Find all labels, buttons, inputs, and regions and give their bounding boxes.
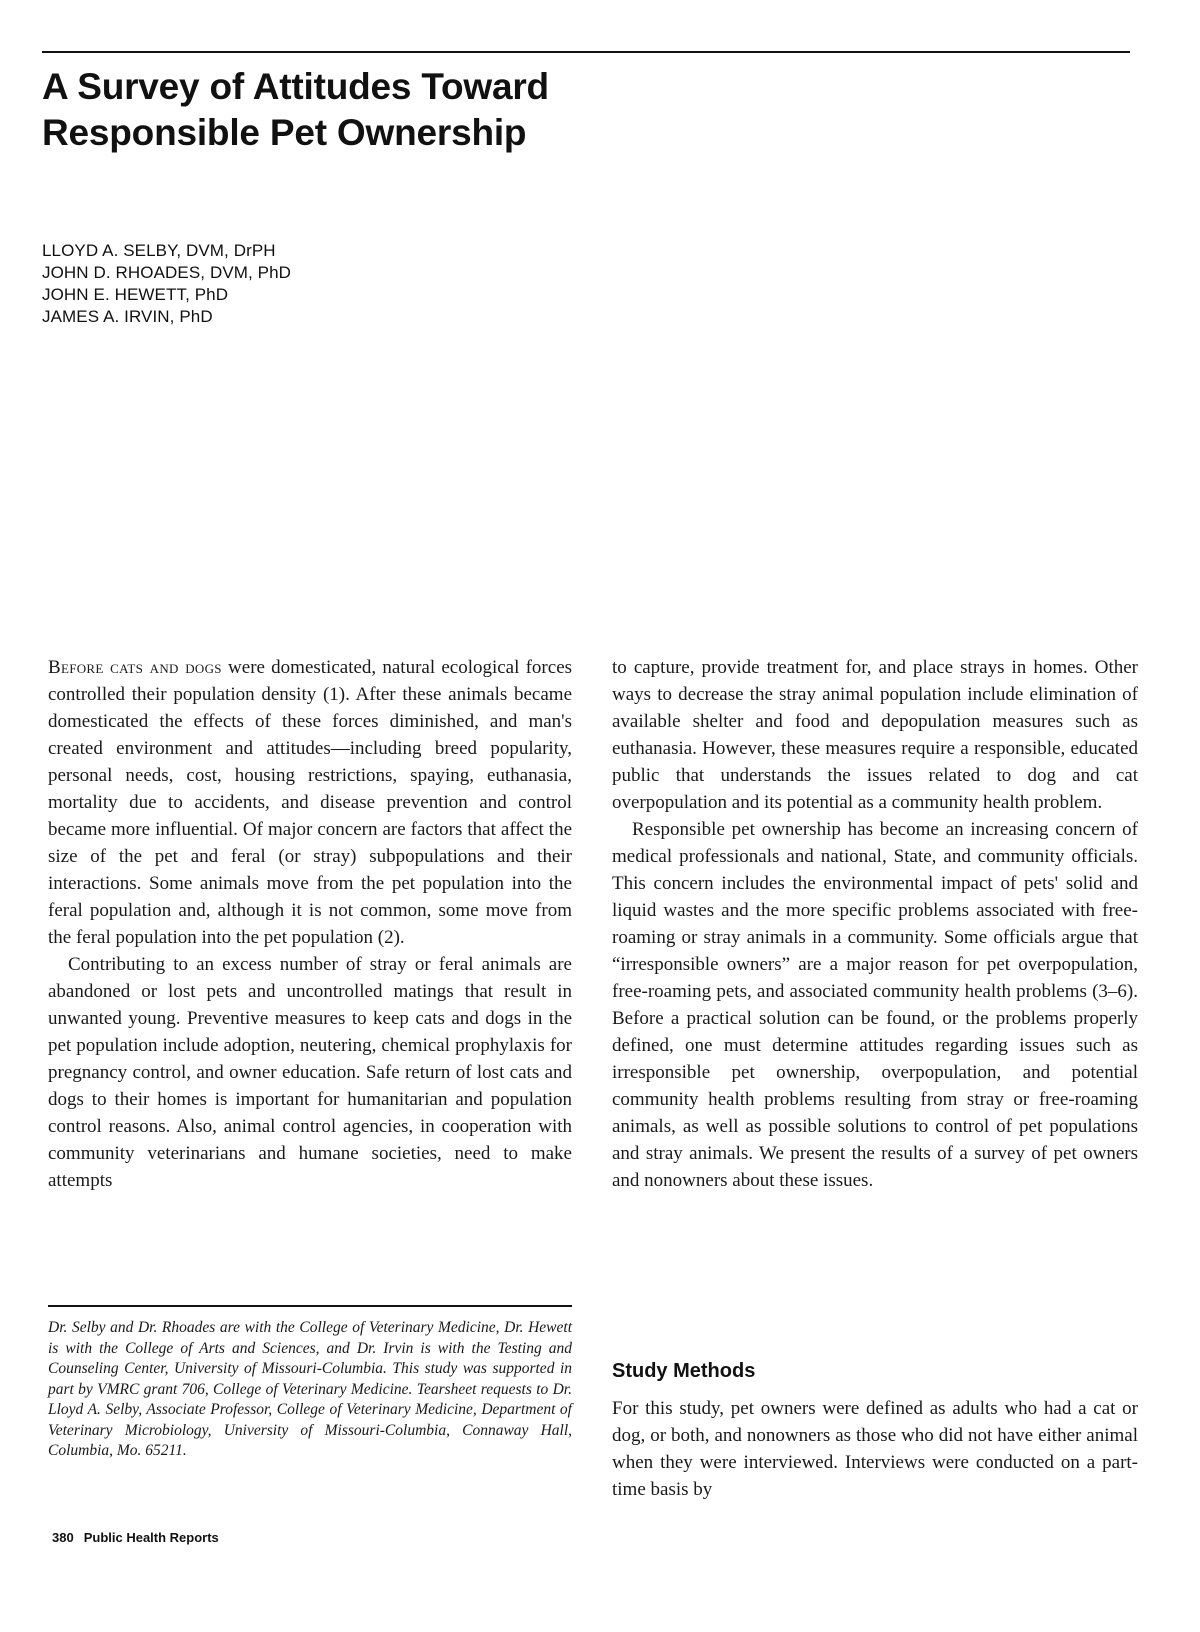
- paragraph-text: were domesticated, natural ecological forces controlled their population density (1). After these animals became domesticated the effects of these forces diminished, and man's created environment and attitudes—including breed popularity, personal needs, cost, housing restrictions, spaying, euthanasia, mortality due to accidents, and disease prevention and control became more influential. Of major concern are factors that affect the size of the pet and feral (or stray) subpopulations and their interactions. Some animals move from the pet population into the feral population and, although it is not common, some move from the feral population into the pet population (2).: [48, 657, 573, 948]
- section-heading-study-methods: Study Methods: [612, 1360, 756, 1382]
- author-affiliation-footnote: Dr. Selby and Dr. Rhoades are with the College of Veterinary Medicine, Dr. Hewett is with the College of Arts and Sciences, and Dr. Irvin is with the Testing and Counseling Center, University of Missouri-Columbia. This study was supported in part by VMRC grant 706, College of Veterinary Medicine. Tearsheet requests to Dr. Lloyd A. Selby, Associate Professor, College of Veterinary Medicine, Department of Veterinary Microbiology, University of Missouri-Columbia, Connaway Hall, Columbia, Mo. 65211.: [48, 1319, 572, 1459]
- body-paragraph: [48, 654, 572, 951]
- right-column-continued: [612, 1395, 1138, 1503]
- author-name: JOHN D. RHOADES, DVM, PhD: [42, 263, 292, 282]
- body-paragraph: Contributing to an excess number of stray or feral animals are abandoned or lost pets and uncontrolled matings that result in unwanted young. Preventive measures to keep cats and dogs in the pet population include adoption, neutering, chemical prophylaxis for pregnancy control, and owner education. Safe return of lost cats and dogs to their homes is important for humanitarian and population control reasons. Also, animal control agencies, in cooperation with community veterinarians and humane societies, need to make attempts: [48, 954, 572, 1191]
- page-footer: [52, 1530, 219, 1545]
- body-paragraph: to capture, provide treatment for, and place strays in homes. Other ways to decrease the stray animal population include elimination of available shelter and food and depopulation measures such as euthanasia. However, these measures require a responsible, educated public that understands the issues related to dog and cat overpopulation and its potential as a community health problem.: [612, 657, 1138, 813]
- author-list: [42, 240, 291, 328]
- right-column: [612, 654, 1138, 1194]
- page-number: 380: [52, 1530, 74, 1545]
- top-rule: [42, 51, 1130, 53]
- author-name: LLOYD A. SELBY, DVM, DrPH: [42, 241, 276, 260]
- body-paragraph: Responsible pet ownership has become an increasing concern of medical professionals and national, State, and community officials. This concern includes the environmental impact of pets' solid and liquid wastes and the more specific problems associated with free-roaming or stray animals in a community. Some officials argue that “irresponsible owners” are a major reason for pet overpopulation, free-roaming pets, and associated community health problems (3–6). Before a practical solution can be found, or the problems properly defined, one must determine attitudes regarding issues such as irresponsible pet ownership, overpopulation, and potential community health problems resulting from stray or free-roaming animals, as well as possible solutions to control of pet populations and stray animals. We present the results of a survey of pet owners and nonowners about these issues.: [612, 819, 1138, 1191]
- left-column: [48, 654, 572, 1194]
- body-paragraph: For this study, pet owners were defined as adults who had a cat or dog, or both, and nonowners as those who did not have either animal when they were interviewed. Interviews were conducted on a part-time basis by: [612, 1398, 1138, 1500]
- journal-name: Public Health Reports: [83, 1530, 219, 1545]
- article-title: A Survey of Attitudes Toward Responsible Pet Ownership: [42, 66, 549, 153]
- footnote-rule: [48, 1305, 572, 1307]
- author-name: JAMES A. IRVIN, PhD: [42, 307, 213, 326]
- lead-in-smallcaps: Before cats and dogs: [48, 657, 222, 678]
- author-name: JOHN E. HEWETT, PhD: [42, 285, 229, 304]
